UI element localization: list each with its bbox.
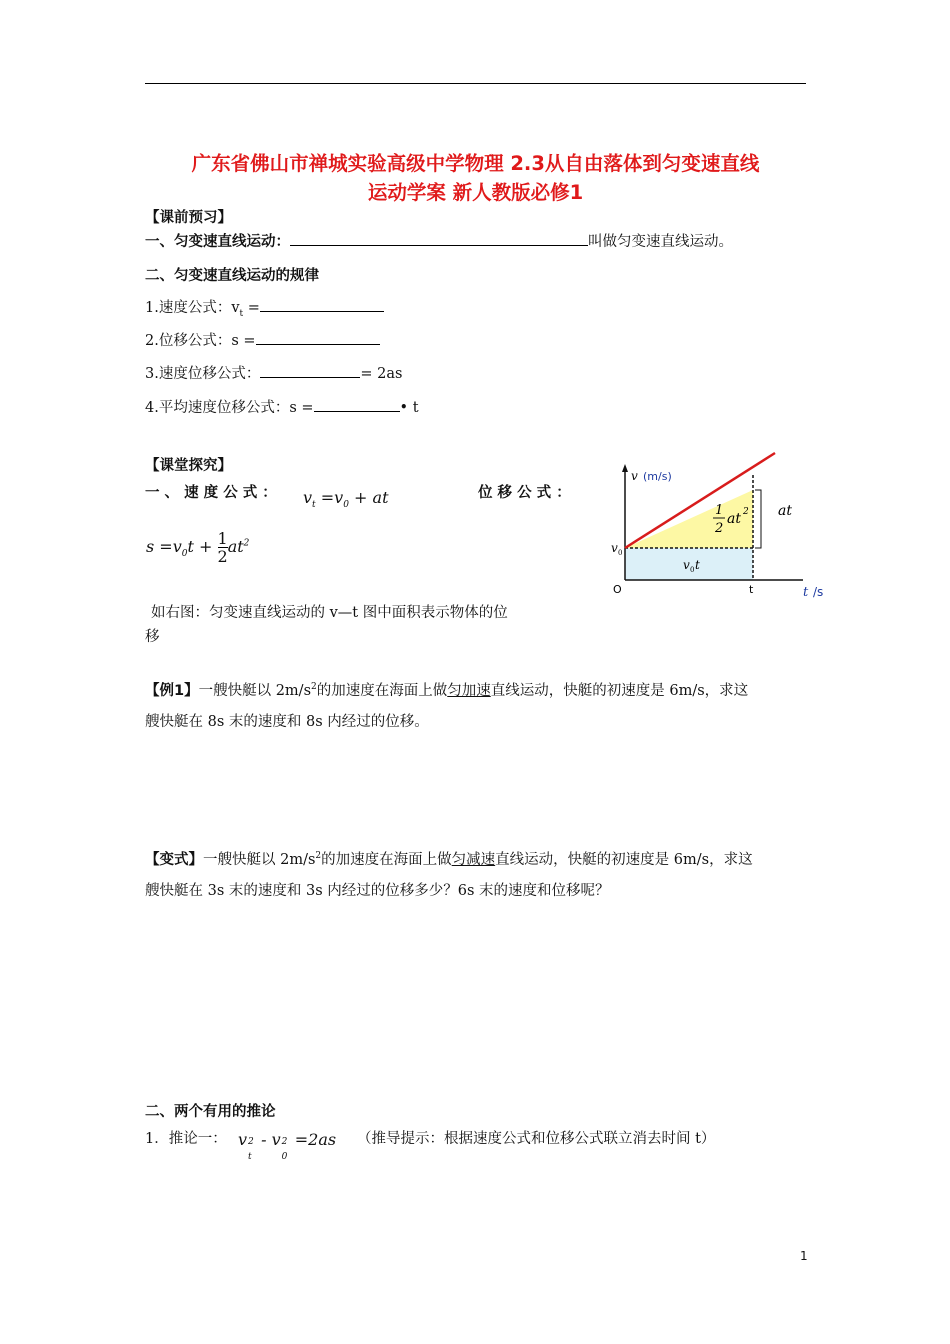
title-line-1: 广东省佛山市禅城实验高级中学物理 2.3从自由落体到匀变速直线: [191, 152, 760, 175]
graph-t-unit: /s: [813, 585, 824, 599]
example-1-text-b: 的加速度在海面上做: [316, 682, 448, 699]
example-1-label: 【例1】: [145, 682, 199, 699]
inf-v2-sub: 0: [281, 1152, 288, 1162]
f3-suffix: = 2as: [360, 366, 403, 382]
graph-t-tick: t: [749, 583, 754, 596]
graph-rect-t: t: [695, 558, 700, 572]
inf-minus-v: - v: [261, 1130, 281, 1149]
f1-eq: =: [243, 300, 260, 316]
f4-blank[interactable]: [314, 397, 400, 412]
graph-rect-sub: 0: [690, 566, 695, 574]
formula-4-row: [145, 396, 419, 417]
graph-caption-2: 移: [145, 629, 160, 645]
f1-label: 1.速度公式：v: [145, 300, 240, 316]
velocity-formula: [303, 488, 389, 510]
q1-label: 一、匀变速直线运动：: [145, 234, 290, 250]
q2-heading: 二、匀变速直线运动的规律: [145, 268, 319, 284]
variant-text-c: 直线运动，快艇的初速度是 6m/s，求这: [495, 851, 753, 868]
inf-v1: v: [238, 1130, 248, 1149]
q1-row: [145, 230, 733, 251]
q1-blank[interactable]: [290, 231, 588, 246]
graph-caption: 如右图：匀变速直线运动的 v—t 图中面积表示物体的位: [151, 605, 508, 621]
example-1: [145, 672, 810, 738]
graph-rect-v: v: [683, 558, 690, 572]
example-1-text-a: 一艘快艇以 2m/s: [198, 682, 312, 699]
variant-label: 【变式】: [145, 851, 203, 868]
graph-tri-num: 1: [715, 503, 724, 518]
disp-den: 2: [217, 547, 228, 566]
f2-label: 2.位移公式：s =: [145, 333, 256, 349]
graph-v0: v: [611, 541, 618, 555]
disp-sup: 2: [243, 538, 250, 549]
inf-v1-sup: 2: [248, 1137, 254, 1147]
f4-suffix: • t: [399, 400, 419, 416]
displacement-formula: [146, 530, 249, 565]
f1-blank[interactable]: [260, 297, 384, 312]
preview-heading: 【课前预习】: [145, 210, 232, 226]
disp-t: t +: [187, 537, 213, 556]
explore-q1-label: 一 、 速 度 公 式 ：: [145, 485, 277, 501]
inference-heading: 二、两个有用的推论: [145, 1104, 276, 1120]
q1-suffix: 叫做匀变速直线运动。: [588, 234, 733, 250]
example-1-line-2: 艘快艇在 8s 末的速度和 8s 内经过的位移。: [145, 713, 429, 730]
vel-rhs-tail: + at: [348, 488, 389, 507]
graph-t-label: t: [803, 585, 809, 600]
inf-v2-sup: 2: [281, 1137, 288, 1147]
graph-v-label: v: [631, 469, 638, 483]
f2-blank[interactable]: [256, 330, 380, 345]
vel-rhs-sub: 0: [343, 500, 349, 511]
explore-heading: 【课堂探究】: [145, 458, 232, 474]
disp-s: s =v: [146, 537, 182, 556]
inf-v1-sub: t: [248, 1152, 252, 1162]
f3-blank[interactable]: [260, 363, 360, 378]
disp-num: 1: [217, 529, 228, 548]
page-number: 1: [800, 1249, 808, 1263]
f4-label: 4.平均速度位移公式：s =: [145, 400, 314, 416]
graph-v-unit: (m/s): [643, 470, 672, 483]
disp-fraction: [218, 530, 228, 565]
vel-lhs: v: [303, 488, 313, 507]
graph-side-at: at: [778, 503, 792, 519]
graph-v-arrow-icon: [622, 464, 628, 472]
variant-line-2: 艘快艇在 3s 末的速度和 3s 内经过的位移多少？6s 末的速度和位移呢？: [145, 882, 610, 899]
disp-sub: 0: [181, 549, 188, 560]
inference-1-row: [145, 1127, 227, 1148]
graph-v0-sub: 0: [618, 549, 623, 557]
vt-graph: [603, 450, 835, 602]
vel-rhs: =v: [320, 488, 344, 507]
inference-1-label: 1．推论一：: [145, 1131, 227, 1147]
graph-tri-at: at: [727, 511, 741, 527]
variant: [145, 841, 810, 907]
formula-1-row: [145, 296, 384, 319]
vel-lhs-sub: t: [312, 500, 316, 511]
f3-label: 3.速度位移公式：: [145, 366, 261, 382]
graph-at-bracket: [755, 490, 761, 548]
variant-underline: 匀减速: [451, 851, 496, 868]
formula-2-row: [145, 329, 380, 350]
variant-sup: 2: [315, 851, 322, 861]
inf-rhs: =2as: [294, 1130, 337, 1149]
variant-text-a: 一艘快艇以 2m/s: [203, 851, 316, 868]
example-1-underline: 匀加速: [447, 682, 491, 699]
explore-disp-label: 位 移 公 式 ：: [478, 485, 571, 501]
graph-tri-sup: 2: [743, 507, 749, 517]
variant-text-b: 的加速度在海面上做: [321, 851, 452, 868]
inference-1-hint: （推导提示：根据速度公式和位移公式联立消去时间 t）: [357, 1131, 716, 1147]
formula-3-row: [145, 362, 402, 383]
header-rule: [145, 83, 806, 84]
disp-at: at: [227, 537, 244, 556]
inference-1-formula: [238, 1130, 337, 1162]
example-1-text-c: 直线运动，快艇的初速度是 6m/s，求这: [490, 682, 749, 699]
f1-sub: t: [239, 308, 244, 319]
graph-tri-den: 2: [715, 521, 724, 536]
graph-origin: O: [613, 583, 622, 596]
example-1-sup: 2: [311, 682, 317, 692]
title-line-2: 运动学案 新人教版必修1: [367, 181, 584, 204]
